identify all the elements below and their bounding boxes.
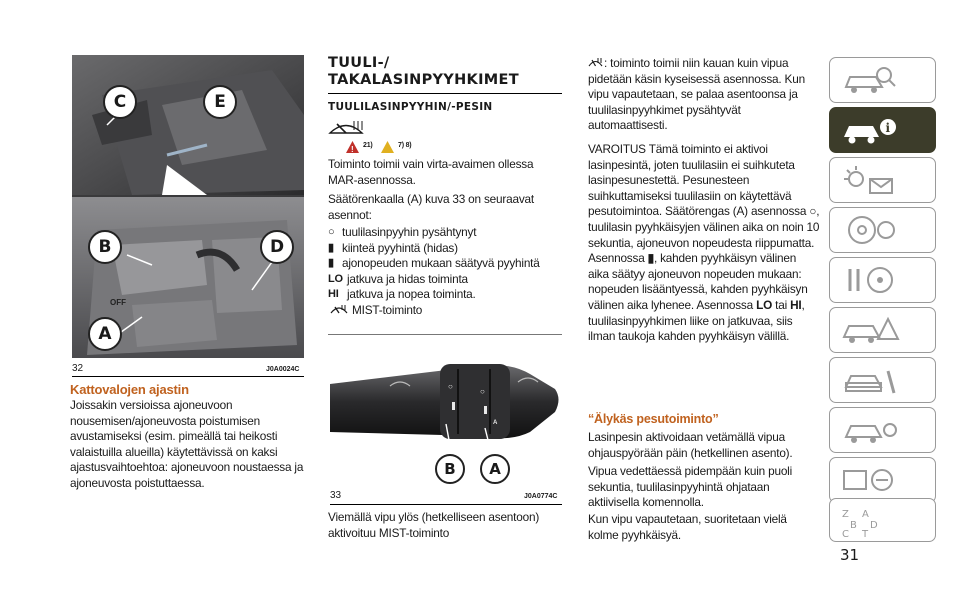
svg-text:A: A (862, 509, 869, 520)
figure-32-code: J0A0024C (266, 366, 300, 373)
windscreen-wiper-icon (328, 118, 366, 141)
svg-text:○: ○ (448, 382, 453, 391)
technical-data-icon (840, 413, 900, 447)
position-list (328, 225, 564, 320)
paragraph-ring-positions: Säätörenkaalla (A) kuva 33 on seuraavat asennot: (328, 192, 534, 222)
list-item (328, 303, 564, 320)
list-item (328, 272, 564, 288)
page-number: 31 (840, 546, 860, 564)
svg-text:!: ! (351, 145, 354, 153)
section-heading-roof-light: Kattovalojen ajastin (70, 382, 189, 397)
car-search-icon (840, 63, 900, 97)
caution-triangle-icon (381, 140, 394, 158)
mist-icon (330, 303, 352, 320)
callout-a: A (480, 454, 510, 484)
smart-wash-para1: Lasinpesin aktivoidaan vetämällä vipua ohjauspyörään päin (hetkellinen asento). (588, 430, 793, 460)
figure-32-rule (72, 376, 304, 377)
figure-33-code: J0A0774C (524, 493, 558, 500)
lo-icon: LO (328, 272, 343, 285)
off-label: OFF (110, 298, 126, 307)
callout-e: E (203, 85, 237, 119)
svg-text:D: D (870, 520, 878, 531)
smart-wash-para3: Kun vipu vapautetaan, suoritetaan vielä kolme pyyhkäisyä. (588, 512, 787, 542)
list-item-text: kiinteä pyyhintä (hidas) (342, 240, 458, 255)
warning-triangle-icon (346, 140, 359, 158)
off-circle-icon: ○ (328, 226, 335, 238)
emergency-icon (840, 313, 900, 347)
tab-emergency[interactable] (829, 307, 936, 353)
speed-dependent-icon: ▮ (647, 251, 654, 266)
speed-dependent-icon: ▮ (328, 257, 334, 270)
figure-33-number: 33 (330, 490, 342, 501)
callout-a: A (88, 317, 122, 351)
svg-text:B: B (850, 520, 857, 531)
intermittent-icon: ▮ (328, 241, 334, 254)
warning-text-a: VAROITUS Tämä toiminto ei aktivoi lasinpesintä, joten tuulilasiin ei suihkuteta lasinpesunestettä. Pesunesteen suihkuttamiseksi tuulilasiin on käytettävä pesutoimintoa. Säätörengas (A) asennossa (588, 142, 807, 219)
list-item (328, 287, 564, 303)
service-icon (840, 363, 900, 397)
off-circle-icon: ○ (809, 204, 817, 219)
figure-33-top-rule (328, 334, 562, 335)
callout-b: B (88, 230, 122, 264)
list-item (328, 225, 564, 241)
smart-wash-para2: Vipua vedettäessä pidempään kuin puoli sekuntia, tuulilasinpyyhintä ohjataan aktiivisella komennolla. (588, 464, 793, 510)
subsection-title: TUULILASINPYYHIN/-PESIN (328, 101, 493, 113)
multimedia-icon (840, 463, 900, 497)
callout-c: C (103, 85, 137, 119)
figure-32-photo (72, 55, 304, 358)
figure-32-number: 32 (72, 363, 84, 374)
safety-icon (840, 263, 900, 297)
mist-paragraph (588, 56, 820, 134)
tab-technical-data[interactable] (829, 407, 936, 453)
svg-text:Z: Z (842, 509, 849, 520)
tab-index[interactable] (829, 498, 936, 542)
warning-text-c: , kahden pyyhkäisyn välinen aika säätyy ajoneuvon nopeuden mukaan: nopeuden lisääntyessä, kahden pyyhkäisyn välinen aika lyhenee. Asennossa (588, 251, 808, 312)
figure-33-rule (330, 504, 562, 505)
title-rule (328, 93, 562, 94)
warning-ref-1: 21) (363, 142, 373, 149)
section-title-line1: TUULI-/ (328, 55, 390, 71)
warning-ref-2: 7) 8) (398, 142, 412, 149)
smart-wash-heading: “Älykäs pesutoiminto” (588, 412, 719, 426)
warning-paragraph (588, 142, 820, 345)
car-info-icon (840, 113, 900, 147)
callout-d: D (260, 230, 294, 264)
tab-start-drive[interactable] (829, 207, 936, 253)
section-title (328, 55, 519, 89)
list-item-text: tuulilasinpyyhin pysähtynyt (342, 225, 477, 239)
warning-light-icon (840, 163, 900, 197)
hi-icon: HI (790, 297, 802, 312)
roof-light-paragraph: Joissakin versioissa ajoneuvoon nousemisen/ajoneuvosta poistumisen avustamiseksi (esim. pimeällä tai heikosti valaistuilla alueilla) käytettävissä on kaksi ajastusvaihtoehtoa: ajoneuvoon noustaessa ja ajoneuvosta poistuttaessa. (70, 398, 304, 490)
start-drive-icon (840, 213, 900, 247)
tab-multimedia[interactable] (829, 457, 936, 503)
section-title-line2: TAKALASINPYYHKIMET (328, 72, 519, 88)
svg-text:A: A (493, 420, 498, 426)
index-icon (840, 504, 900, 538)
list-item (328, 256, 564, 272)
tab-warning-lights[interactable] (829, 157, 936, 203)
callout-b: B (435, 454, 465, 484)
svg-text:i: i (885, 121, 891, 135)
list-item-text: jatkuva ja hidas toiminta (347, 271, 468, 286)
tab-car-info[interactable] (829, 107, 936, 153)
figure-33-photo (330, 344, 562, 484)
figure-33-caption: Viemällä vipu ylös (hetkelliseen asentoon) aktivoituu MIST-toiminto (328, 510, 540, 540)
list-item-text: ajonopeuden mukaan säätyvä pyyhintä (342, 256, 540, 271)
paragraph-mar: Toiminto toimii vain virta-avaimen ollessa MAR-asennossa. (328, 157, 534, 187)
tab-car-search[interactable] (829, 57, 936, 103)
mist-paragraph-text: : toiminto toimii niin kauan kuin vipua pidetään käsin kyseisessä asennossa. Kun vipu vapautetaan, se palaa asentoonsa ja tuulilasinpyyhkimet pysähtyvät automaattisesti. (588, 56, 805, 133)
list-item (328, 241, 564, 257)
list-item-text: jatkuva ja nopea toiminta. (347, 287, 476, 302)
mist-icon (588, 56, 604, 72)
tab-service[interactable] (829, 357, 936, 403)
svg-text:○: ○ (480, 387, 485, 396)
tab-safety[interactable] (829, 257, 936, 303)
lo-icon: LO (756, 297, 773, 312)
list-item-text: MIST-toiminto (352, 303, 423, 318)
hi-icon: HI (328, 288, 339, 301)
warning-text-b: , tuulilasin pyyhkäisyjen välinen aika on noin 10 sekuntia, ajoneuvon nopeudesta riippumatta. Asennossa (588, 204, 820, 266)
word-tai: tai (775, 297, 787, 312)
svg-text:T: T (862, 529, 869, 538)
svg-text:C: C (842, 529, 849, 538)
warning-text-d: , tuulilasinpyyhkimen liike on jatkuvaa, siis ilman taukoja kahden pyyhkäisyn välillä. (588, 297, 805, 344)
